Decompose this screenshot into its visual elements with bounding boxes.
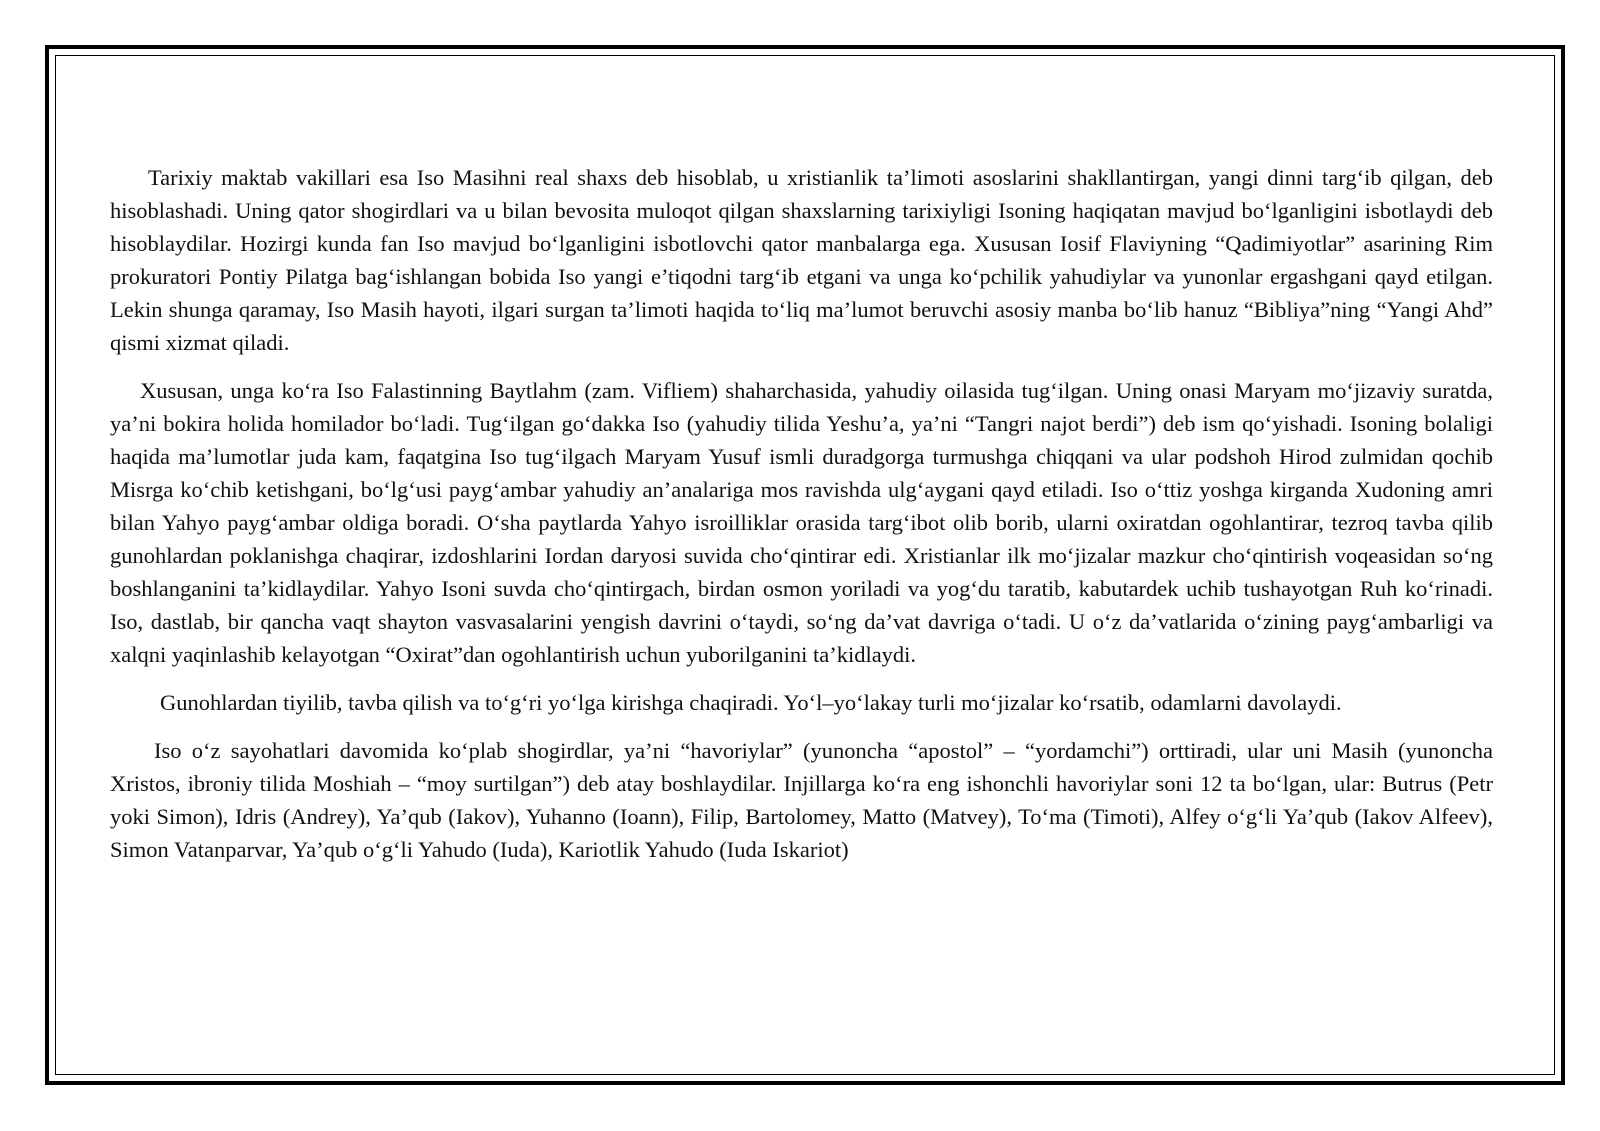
paragraph-apostles: Iso o‘z sayohatlari davomida ko‘plab shogirdlar, ya’ni “havoriylar” (yunoncha “apostol” – “yordamchi”) orttiradi, ular uni Masih (yunoncha Xristos, ibroniy tilida Moshiah – “moy surtilgan”) deb atay boshlaydilar. Injillarga ko‘ra eng ishonchli havoriylar soni 12 ta bo‘lgan, ular: Butrus (Petr yoki Simon), Idris (Andrey), Ya’qub (Iakov), Yuhanno (Ioann), Filip, Bartolomey, Matto (Matvey), To‘ma (Timoti), Alfey o‘g‘li Ya’qub (Iakov Alfeev), Simon Vatanparvar, Ya’qub o‘g‘li Yahudo (Iuda), Kariotlik Yahudo (Iuda Iskariot) xyxy=(110,738,1493,862)
paragraph-repentance-call: Gunohlardan tiyilib, tavba qilish va to‘g‘ri yo‘lga kirishga chaqiradi. Yo‘l–yo‘lakay turli mo‘jizalar ko‘rsatib, odamlarni davolaydi. xyxy=(160,690,1342,715)
paragraph-historical-school: Tarixiy maktab vakillari esa Iso Masihni real shaxs deb hisoblab, u xristianlik ta’limoti asoslarini shakllantirgan, yangi dinni targ‘ib qilgan, deb hisoblashadi. Uning qator shogirdlari va u bilan bevosita muloqot qilgan shaxslarning tarixiyligi Isoning haqiqatan mavjud bo‘lganligini isbotlaydi deb hisoblaydilar. Hozirgi kunda fan Iso mavjud bo‘lganligini isbotlovchi qator manbalarga ega. Xususan Iosif Flaviyning “Qadimiyotlar” asarining Rim prokuratori Pontiy Pilatga bag‘ishlangan bobida Iso yangi e’tiqodni targ‘ib etgani va unga ko‘pchilik yahudiylar va yunonlar ergashgani qayd etilgan. Lekin shunga qaramay, Iso Masih hayoti, ilgari surgan ta’limoti haqida to‘liq ma’lumot beruvchi asosiy manba bo‘lib hanuz “Bibliya”ning “Yangi Ahd” qismi xizmat qiladi. xyxy=(110,165,1493,355)
paragraph-birth-and-baptism: Xususan, unga ko‘ra Iso Falastinning Baytlahm (zam. Vifliem) shaharchasida, yahudiy oilasida tug‘ilgan. Uning onasi Maryam mo‘jizaviy suratda, ya’ni bokira holida homilador bo‘ladi. Tug‘ilgan go‘dakka Iso (yahudiy tilida Yeshu’a, ya’ni “Tangri najot berdi”) deb ism qo‘yishadi. Isoning bolaligi haqida ma’lumotlar juda kam, faqatgina Iso tug‘ilgach Maryam Yusuf ismli duradgorga turmushga chiqqani va ular podshoh Hirod zulmidan qochib Misrga ko‘chib ketishgani, bo‘lg‘usi payg‘ambar yahudiy an’analariga mos ravishda ulg‘aygani qayd etiladi. Iso o‘ttiz yoshga kirganda Xudoning amri bilan Yahyo payg‘ambar oldiga boradi. O‘sha paytlarda Yahyo isroilliklar orasida targ‘ibot olib borib, ularni oxiratdan ogohlantirar, tezroq tavba qilib gunohlardan poklanishga chaqirar, izdoshlarini Iordan daryosi suvida cho‘qintirar edi. Xristianlar ilk mo‘jizalar mazkur cho‘qintirish voqeasidan so‘ng boshlanganini ta’kidlaydilar. Yahyo Isoni suvda cho‘qintirgach, birdan osmon yoriladi va yog‘du taratib, kabutardek uchib tushayotgan Ruh ko‘rinadi. Iso, dastlab, bir qancha vaqt shayton vasvasalarini yengish davrini o‘taydi, so‘ng da’vat davriga o‘tadi. U o‘z da’vatlarida o‘zining payg‘ambarligi va xalqni yaqinlashib kelayotgan “Oxirat”dan ogohlantirish uchun yuborilganini ta’kidlaydi. xyxy=(110,378,1493,667)
document-body xyxy=(110,161,1493,881)
